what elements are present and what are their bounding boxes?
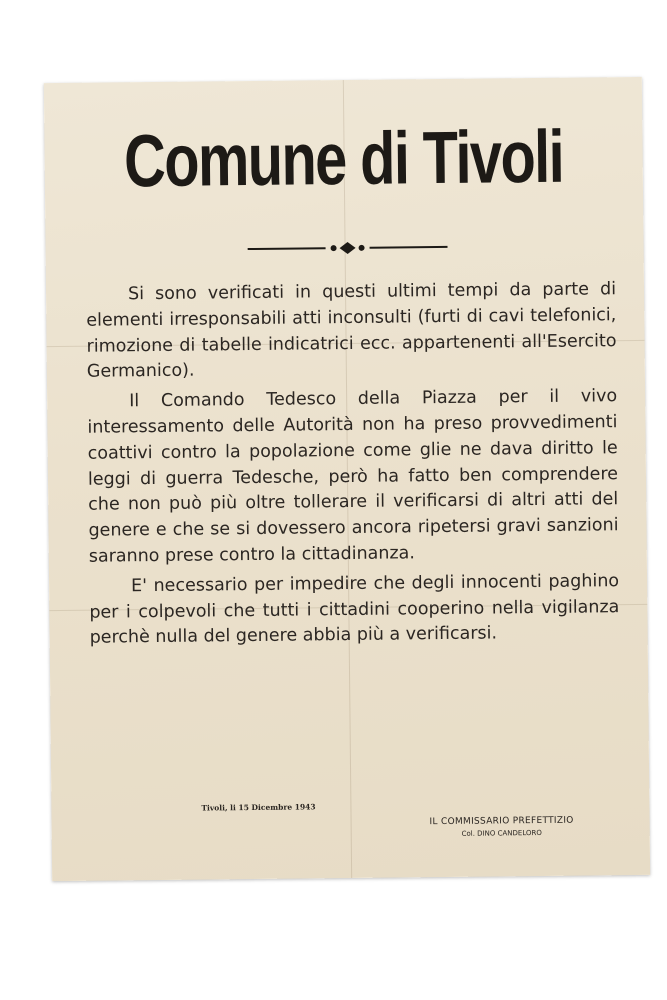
- ornament-divider-icon: [248, 239, 448, 257]
- notice-paragraph-3: E' necessario per impedire che degli innocenti paghino per i colpevoli che tutti i cittadini cooperino nella vigilanza perchè nulla del genere abbia più a verificarsi.: [89, 570, 620, 649]
- signature-role: IL COMMISSARIO PREFETTIZIO: [429, 815, 574, 828]
- notice-paragraph-2: Il Comando Tedesco della Piazza per il vivo interessamento delle Autorità non ha preso provvedimenti coattivi contro la popolazione come glie ne dava diritto le leggi di guerra Tedesche, però ha fatto ben comprendere che non può più oltre tollerare il verificarsi di altri atti del genere e che se si dovessero ancora ripetersi gravi sanzioni saranno prese contro la cittadinanza.: [87, 386, 619, 567]
- poster-sheet: [44, 77, 650, 881]
- signature-name: Col. DINO CANDELORO: [461, 828, 542, 838]
- poster-title: Comune di Tivoli: [123, 114, 564, 203]
- notice-body: [86, 277, 620, 656]
- notice-paragraph-1: Si sono verificati in questi ultimi tempi da parte di elementi irresponsabili atti inconsulti (furti di cavi telefonici, rimozione di tabelle indicatrici ecc. appartenenti all'Esercito Germanico).: [86, 279, 617, 383]
- signature-block: [392, 815, 612, 838]
- dateline: Tivoli, li 15 Dicembre 1943: [201, 802, 316, 813]
